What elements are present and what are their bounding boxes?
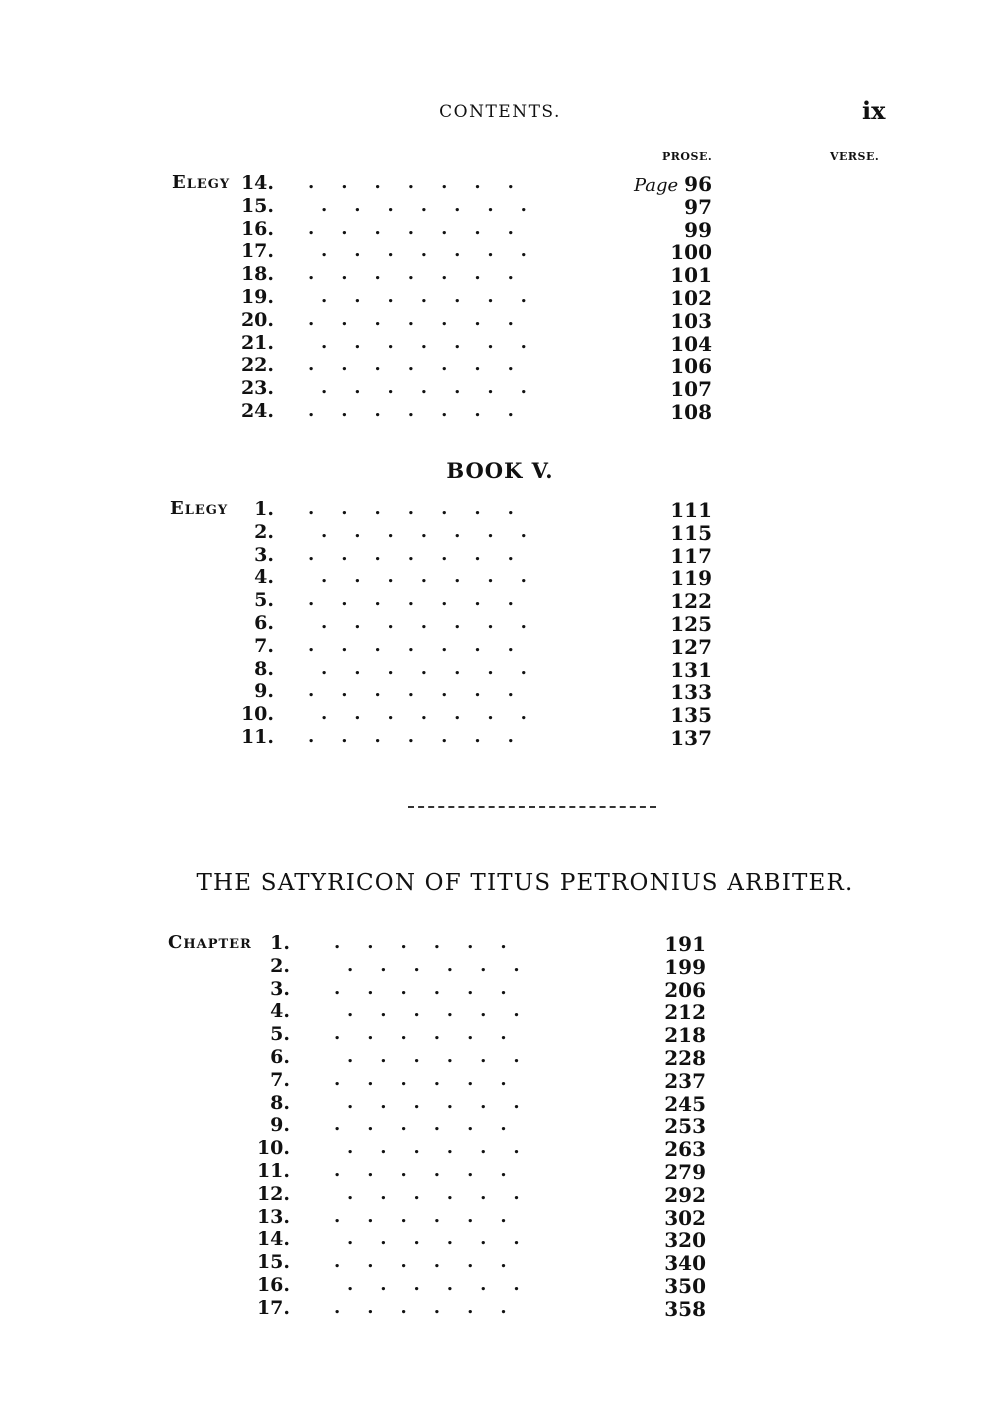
entry-number: 15. [240, 194, 274, 217]
entry-number: 8. [270, 1091, 290, 1114]
dot-leader: . . . . . . [334, 1251, 507, 1273]
page-number: 97 [684, 194, 712, 219]
toc-row [0, 195, 1000, 218]
dot-leader: . . . . . . [334, 1023, 507, 1045]
dot-leader: . . . . . . [347, 1228, 520, 1250]
dot-leader: . . . . . . [347, 954, 520, 976]
entry-number: 9. [254, 680, 274, 703]
page-number: 358 [664, 1296, 706, 1321]
toc-row [0, 1251, 1000, 1274]
dot-leader: . . . . . . [347, 1000, 520, 1022]
page-number: 125 [670, 612, 712, 636]
entry-number: 1. [254, 498, 274, 520]
entry-prefix: Elegy [172, 172, 231, 193]
dot-leader: . . . . . . . [308, 354, 514, 376]
dot-leader: . . . . . . [334, 1068, 507, 1090]
entry-number: 4. [270, 1000, 290, 1023]
page-number: 350 [664, 1274, 706, 1298]
entry-number: 20. [240, 308, 274, 331]
toc-row [0, 521, 1000, 544]
dot-leader: . . . . . . [347, 1137, 520, 1159]
dot-leader: . . . . . . [334, 1114, 507, 1136]
dot-leader: . . . . . . . [308, 217, 514, 239]
page-number: 292 [664, 1182, 706, 1207]
entry-number: 16. [256, 1274, 290, 1296]
entry-number: 5. [254, 589, 274, 612]
toc-row [0, 1274, 1000, 1297]
entry-number: 1. [270, 932, 290, 954]
entry-number: 3. [270, 977, 290, 1000]
page-number: 212 [664, 1000, 706, 1025]
entry-number: 23. [240, 377, 274, 400]
page-word: Page [633, 175, 679, 196]
dot-leader: . . . . . . . [321, 612, 527, 633]
page-number: 253 [664, 1114, 706, 1139]
page-number: 245 [664, 1091, 706, 1116]
dot-leader: . . . . . . . [321, 566, 527, 588]
entry-prefix: Elegy [170, 498, 229, 519]
first-page-reference [602, 172, 712, 196]
entry-number: 9. [270, 1114, 290, 1137]
dot-leader: . . . . . . . [308, 400, 514, 421]
dot-leader: . . . . . . . [308, 726, 514, 747]
page-number: 135 [670, 703, 712, 728]
entry-number: 8. [254, 657, 274, 680]
dot-leader: . . . . . . [347, 1091, 520, 1113]
page-folio: ix [862, 96, 886, 125]
entry-number: 21. [240, 331, 274, 354]
page-number: 96 [684, 172, 712, 196]
toc-row [0, 332, 1000, 355]
page-number: 191 [664, 932, 706, 956]
entry-prefix: Chapter [168, 932, 252, 953]
dot-leader: . . . . . . . [321, 331, 527, 353]
page-number: 263 [664, 1137, 706, 1162]
dot-leader: . . . . . . . [308, 543, 514, 565]
toc-row [0, 1000, 1000, 1023]
toc-row [0, 1137, 1000, 1160]
page-number: 122 [670, 589, 712, 614]
page-number: 104 [670, 331, 712, 356]
verse-column-heading: VERSE. [830, 150, 880, 163]
entry-number: 14. [256, 1228, 290, 1251]
entry-number: 14. [240, 172, 274, 194]
dot-leader: . . . . . . . [308, 308, 514, 330]
dot-leader: . . . . . . . [321, 194, 527, 216]
dot-leader: . . . . . . . [308, 634, 514, 656]
toc-row [0, 263, 1000, 286]
dot-leader: . . . . . . [334, 1205, 507, 1227]
toc-row [0, 612, 1000, 635]
page-number: 137 [670, 726, 712, 750]
toc-row [0, 726, 1000, 749]
toc-row [0, 218, 1000, 241]
page-number: 131 [670, 657, 712, 682]
entry-number: 15. [256, 1251, 290, 1274]
page-number: 115 [670, 520, 712, 545]
toc-row [0, 1160, 1000, 1183]
entry-number: 11. [256, 1160, 290, 1182]
entry-number: 7. [254, 634, 274, 657]
entry-number: 6. [270, 1046, 290, 1068]
page-number: 107 [670, 377, 712, 402]
book-five-heading: BOOK V. [446, 458, 554, 483]
entry-number: 6. [254, 612, 274, 634]
toc-row [0, 309, 1000, 332]
dot-leader: . . . . . . . [321, 520, 527, 542]
toc-row [0, 1228, 1000, 1251]
page-number: 106 [670, 354, 712, 379]
page-number: 218 [664, 1023, 706, 1048]
page-number: 117 [670, 543, 712, 568]
toc-row [0, 1023, 1000, 1046]
entry-number: 24. [240, 400, 274, 422]
toc-row [0, 566, 1000, 589]
toc-row [0, 1297, 1000, 1320]
toc-row [0, 544, 1000, 567]
page-number: 237 [664, 1068, 706, 1093]
page-number: 111 [670, 498, 712, 522]
toc-row [0, 1114, 1000, 1137]
satyricon-title: THE SATYRICON OF TITUS PETRONIUS ARBITER. [196, 870, 854, 896]
dot-leader: . . . . . . . [321, 703, 527, 725]
entry-number: 7. [270, 1068, 290, 1091]
entry-number: 17. [240, 240, 274, 263]
toc-row [0, 1183, 1000, 1206]
toc-row [0, 680, 1000, 703]
entry-number: 3. [254, 543, 274, 566]
dot-leader: . . . . . . . [321, 657, 527, 679]
page-number: 127 [670, 634, 712, 659]
section-divider [408, 806, 656, 808]
dot-leader: . . . . . . . [308, 498, 514, 519]
page-number: 206 [664, 977, 706, 1002]
page-number: 302 [664, 1205, 706, 1230]
entry-number: 13. [256, 1205, 290, 1228]
page-number: 102 [670, 286, 712, 310]
page-number: 199 [664, 954, 706, 979]
entry-number: 22. [240, 354, 274, 377]
dot-leader: . . . . . . [347, 1182, 520, 1204]
dot-leader: . . . . . . [347, 1046, 520, 1067]
toc-row [0, 955, 1000, 978]
toc-row [0, 498, 1000, 521]
dot-leader: . . . . . . [347, 1274, 520, 1295]
entry-number: 16. [240, 217, 274, 240]
dot-leader: . . . . . . . [308, 680, 514, 702]
toc-row [0, 1206, 1000, 1229]
entry-number: 5. [270, 1023, 290, 1046]
toc-row [0, 1092, 1000, 1115]
toc-row [0, 377, 1000, 400]
entry-number: 4. [254, 566, 274, 589]
entry-number: 10. [240, 703, 274, 726]
page-number: 100 [670, 240, 712, 265]
entry-number: 2. [270, 954, 290, 977]
dot-leader: . . . . . . [334, 977, 507, 999]
page-number: 320 [664, 1228, 706, 1253]
entry-number: 19. [240, 286, 274, 308]
dot-leader: . . . . . . . [308, 589, 514, 611]
toc-row [0, 1046, 1000, 1069]
page-number: 108 [670, 400, 712, 424]
dot-leader: . . . . . . [334, 1296, 507, 1318]
toc-row [0, 354, 1000, 377]
dot-leader: . . . . . . [334, 932, 507, 953]
page-number: 99 [684, 217, 712, 242]
page-number: 340 [664, 1251, 706, 1276]
toc-row [0, 1069, 1000, 1092]
entry-number: 2. [254, 520, 274, 543]
page-number: 103 [670, 308, 712, 333]
entry-number: 18. [240, 263, 274, 286]
toc-row [0, 978, 1000, 1001]
toc-row [0, 703, 1000, 726]
dot-leader: . . . . . . . [321, 240, 527, 262]
toc-row [0, 932, 1000, 955]
page-number: 119 [670, 566, 712, 591]
toc-row [0, 240, 1000, 263]
dot-leader: . . . . . . . [321, 286, 527, 307]
dot-leader: . . . . . . . [308, 172, 514, 193]
page-number: 133 [670, 680, 712, 705]
page-number: 279 [664, 1160, 706, 1184]
dot-leader: . . . . . . . [308, 263, 514, 285]
entry-number: 10. [256, 1137, 290, 1160]
prose-column-heading: PROSE. [662, 150, 713, 163]
dot-leader: . . . . . . . [321, 377, 527, 399]
entry-number: 17. [256, 1296, 290, 1319]
entry-number: 11. [240, 726, 274, 748]
toc-row [0, 635, 1000, 658]
running-head: CONTENTS. [439, 102, 561, 122]
toc-row [0, 589, 1000, 612]
page-number: 101 [670, 263, 712, 288]
entry-number: 12. [256, 1182, 290, 1205]
toc-row [0, 658, 1000, 681]
toc-row [0, 400, 1000, 423]
page-number: 228 [664, 1046, 706, 1070]
dot-leader: . . . . . . [334, 1160, 507, 1181]
toc-row [0, 286, 1000, 309]
toc-row [0, 172, 1000, 195]
